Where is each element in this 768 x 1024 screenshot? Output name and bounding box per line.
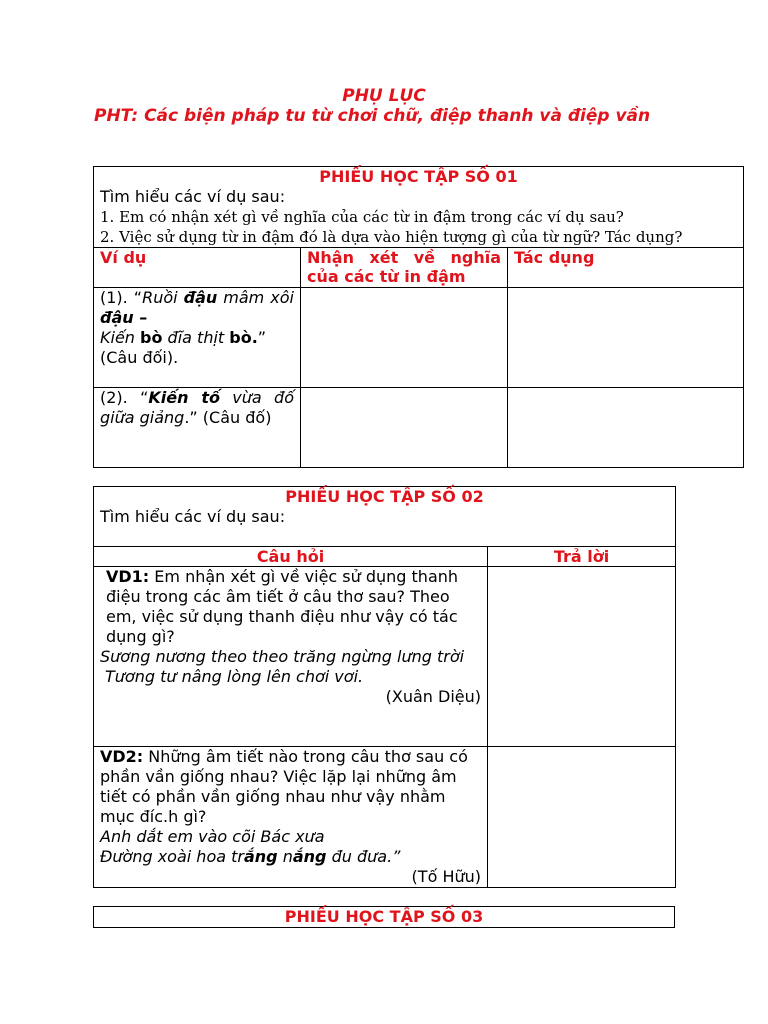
example-2-prefix: (2). “: [100, 388, 149, 407]
example-1-text: Ruồi: [142, 288, 184, 307]
column-header-answer: Trả lời: [488, 547, 676, 567]
worksheet-01-table: [93, 166, 744, 468]
table-row: [94, 567, 676, 747]
column-header-meaning: Nhận xét về nghĩa của các từ in đậm: [301, 248, 508, 288]
vd1-cell: [94, 567, 488, 747]
column-header-question: Câu hỏi: [94, 547, 488, 567]
example-1-text: đĩa thịt: [162, 328, 230, 347]
vd1-question: Em nhận xét gì về việc sử dụng thanh điệu trong các âm tiết ở câu thơ sau? Theo em, việc sử dụng thanh điệu như vậy có tác dụng gì?: [106, 567, 459, 646]
column-header-effect: Tác dụng: [508, 248, 744, 288]
worksheet-01-header-row: [94, 167, 744, 248]
worksheet-02-column-headers: [94, 547, 676, 567]
vd2-poem-line-2: Đường xoài hoa trắng nắng đu đưa.”: [100, 847, 401, 866]
vd1-author: (Xuân Diệu): [385, 687, 481, 706]
worksheet-02-intro: Tìm hiểu các ví dụ sau:: [100, 507, 286, 526]
vd2-answer-cell: [488, 747, 676, 888]
table-row: [94, 388, 744, 468]
worksheet-01-intro: Tìm hiểu các ví dụ sau:: [100, 187, 286, 206]
page-subtitle: PHT: Các biện pháp tu từ chơi chữ, điệp thanh và điệp vần: [94, 106, 651, 126]
page-title: PHỤ LỤC: [342, 86, 426, 106]
vd1-poem-line-2: Tương tư nâng lòng lên chơi vơi.: [105, 667, 364, 686]
example-1-meaning-cell: [301, 288, 508, 388]
example-1-close: ”: [257, 328, 267, 347]
worksheet-02-header-row: [94, 487, 676, 547]
worksheet-01-question-1: 1. Em có nhận xét gì về nghĩa của các từ in đậm trong các ví dụ sau?: [100, 208, 624, 226]
example-1-bold: đậu: [183, 288, 218, 307]
vd2-poem-line-1: Anh dắt em vào cõi Bác xưa: [100, 827, 325, 846]
table-row: [94, 747, 676, 888]
example-1-cell: [94, 288, 301, 388]
vd2-cell: [94, 747, 488, 888]
worksheet-03-table: [93, 906, 675, 928]
worksheet-01-title: PHIẾU HỌC TẬP SỐ 01: [319, 167, 518, 186]
worksheet-01-question-2: 2. Việc sử dụng từ in đậm đó là dựa vào hiện tượng gì của từ ngữ? Tác dụng?: [100, 228, 683, 246]
column-header-example: Ví dụ: [94, 248, 301, 288]
vd1-poem-line-1: Sương nương theo theo trăng ngừng lưng trời: [100, 647, 465, 666]
example-1-prefix: (1). “: [100, 288, 143, 307]
example-1-bold: đậu: [100, 308, 134, 327]
worksheet-02-table: [93, 486, 676, 888]
vd1-label: VD1:: [106, 567, 150, 586]
example-2-bold: Kiến tố: [148, 388, 220, 407]
example-1-text: mâm xôi: [217, 288, 294, 307]
vd2-author: (Tố Hữu): [411, 867, 481, 886]
example-1-text: Kiến: [100, 328, 141, 347]
table-row: [94, 288, 744, 388]
worksheet-02-title: PHIẾU HỌC TẬP SỐ 02: [285, 487, 484, 506]
vd2-question: Những âm tiết nào trong câu thơ sau có phần vần giống nhau? Việc lặp lại những âm tiết có phần vần giống nhau như vậy nhằm mục đíc.h gì?: [100, 747, 468, 826]
example-2-close: .” (Câu đố): [184, 408, 272, 427]
example-1-source: (Câu đối).: [100, 348, 179, 367]
example-2-text: vừa đố giữa giảng: [100, 388, 294, 427]
example-1-bold: bò: [140, 328, 163, 347]
vd2-label: VD2:: [100, 747, 144, 766]
example-1-bold: bò.: [229, 328, 258, 347]
vd1-answer-cell: [488, 567, 676, 747]
example-2-effect-cell: [508, 388, 744, 468]
example-1-dash: –: [133, 308, 148, 327]
example-2-meaning-cell: [301, 388, 508, 468]
example-1-effect-cell: [508, 288, 744, 388]
worksheet-03-header-row: [94, 907, 675, 928]
example-2-cell: [94, 388, 301, 468]
worksheet-01-column-headers: [94, 248, 744, 288]
worksheet-03-title: PHIẾU HỌC TẬP SỐ 03: [94, 907, 675, 928]
